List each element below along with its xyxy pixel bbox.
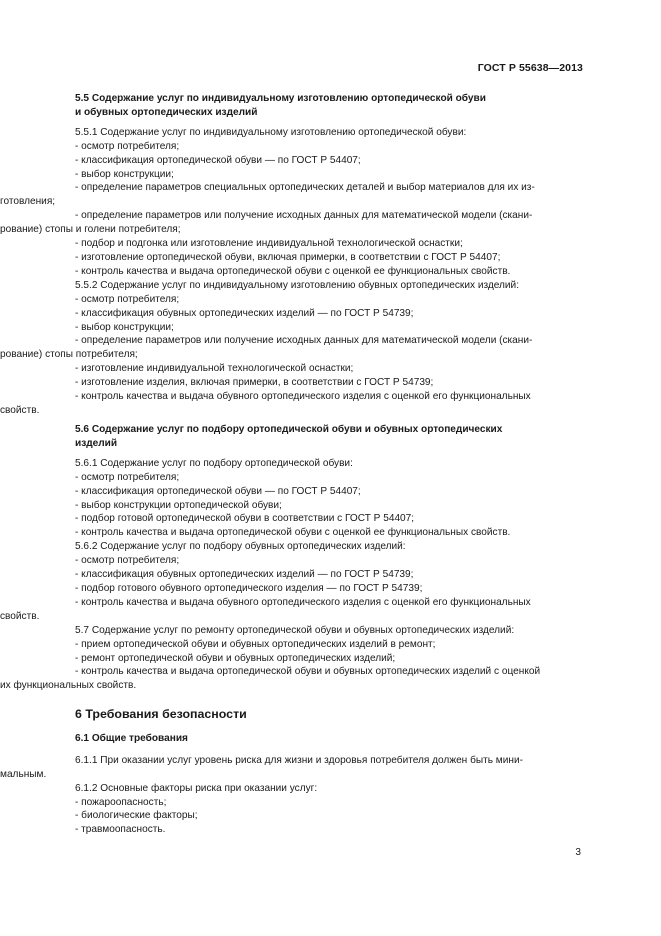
list-item: - контроль качества и выдача ортопедической обуви с оценкой ее функциональных свойств.: [75, 265, 511, 277]
section-title: 5.5 Содержание услуг по индивидуальному изготовлению ортопедической обуви и обувных ортопедических изделий: [75, 93, 486, 118]
list-item: - классификация обувных ортопедических изделий — по ГОСТ Р 54739;: [75, 569, 414, 581]
list-item: - контроль качества и выдача обувного ортопедического изделия с оценкой его функциональных: [75, 596, 531, 608]
list-item-cont: свойств.: [0, 610, 40, 622]
list-item: - изготовление изделия, включая примерки, в соответствии с ГОСТ Р 54739;: [75, 377, 434, 389]
paragraph: 5.6.1 Содержание услуг по подбору ортопедической обуви:: [75, 457, 353, 469]
list-item: - классификация обувных ортопедических изделий — по ГОСТ Р 54739;: [75, 307, 414, 319]
document-id: ГОСТ Р 55638—2013: [477, 62, 583, 74]
list-item: - биологические факторы;: [75, 810, 198, 822]
paragraph: 6.1.2 Основные факторы риска при оказании услуг:: [75, 782, 318, 794]
section-title: 5.6 Содержание услуг по подбору ортопедической обуви и обувных ортопедических изделий: [75, 424, 503, 449]
list-item: - подбор готовой ортопедической обуви в соответствии с ГОСТ Р 54407;: [75, 513, 415, 525]
list-item: - осмотр потребителя;: [75, 293, 180, 305]
section-5-6: [0, 423, 583, 693]
list-item: - выбор конструкции ортопедической обуви;: [75, 499, 282, 511]
list-item: - изготовление индивидуальной технологической оснастки;: [75, 363, 354, 375]
list-item: - осмотр потребителя;: [75, 140, 180, 152]
paragraph-cont: мальным.: [0, 768, 47, 780]
list-item: - осмотр потребителя;: [75, 471, 180, 483]
chapter-title: 6 Требования безопасности: [75, 707, 247, 721]
list-item: - выбор конструкции;: [75, 168, 174, 180]
subsection-title: 6.1 Общие требования: [75, 732, 188, 744]
paragraph: 5.7 Содержание услуг по ремонту ортопедической обуви и обувных ортопедических изделий:: [75, 624, 515, 636]
list-item: - подбор готового обувного ортопедического изделия — по ГОСТ Р 54739;: [75, 582, 423, 594]
list-item-cont: рование) стопы и голени потребителя;: [0, 224, 181, 236]
list-item: - ремонт ортопедической обуви и обувных ортопедических изделий;: [75, 652, 396, 664]
list-item: - контроль качества и выдача ортопедической обуви и обувных ортопедических изделий с оценкой: [75, 666, 541, 678]
list-item: - определение параметров или получение исходных данных для математической модели (скани-: [75, 335, 533, 347]
paragraph: 5.6.2 Содержание услуг по подбору обувных ортопедических изделий:: [75, 541, 406, 553]
paragraph: 5.5.1 Содержание услуг по индивидуальному изготовлению ортопедической обуви:: [75, 126, 467, 138]
section-6: [0, 707, 583, 837]
list-item: - пожароопасность;: [75, 796, 167, 808]
list-item-cont: свойств.: [0, 404, 40, 416]
list-item: - контроль качества и выдача обувного ортопедического изделия с оценкой его функциональных: [75, 391, 531, 403]
list-item-cont: их функциональных свойств.: [0, 680, 137, 692]
paragraph: 6.1.1 При оказании услуг уровень риска для жизни и здоровья потребителя должен быть мини-: [75, 754, 523, 766]
paragraph: 5.5.2 Содержание услуг по индивидуальному изготовлению обувных ортопедических изделий:: [75, 279, 520, 291]
list-item: - классификация ортопедической обуви — по ГОСТ Р 54407;: [75, 154, 361, 166]
list-item: - определение параметров специальных ортопедических деталей и выбор материалов для их из-: [75, 182, 535, 194]
list-item: - осмотр потребителя;: [75, 555, 180, 567]
section-5-5: [0, 92, 583, 418]
list-item: - выбор конструкции;: [75, 321, 174, 333]
page-number: 3: [575, 847, 581, 858]
list-item: - изготовление ортопедической обуви, включая примерки, в соответствии с ГОСТ Р 54407;: [75, 251, 501, 263]
list-item: - определение параметров или получение исходных данных для математической модели (скани-: [75, 210, 533, 222]
list-item: - контроль качества и выдача ортопедической обуви с оценкой ее функциональных свойств.: [75, 527, 511, 539]
list-item: - прием ортопедической обуви и обувных ортопедических изделий в ремонт;: [75, 638, 436, 650]
list-item: - травмоопасность.: [75, 824, 166, 836]
list-item: - подбор и подгонка или изготовление индивидуальной технологической оснастки;: [75, 238, 463, 250]
list-item: - классификация ортопедической обуви — по ГОСТ Р 54407;: [75, 485, 361, 497]
list-item-cont: рование) стопы потребителя;: [0, 349, 138, 361]
list-item-cont: готовления;: [0, 196, 56, 208]
